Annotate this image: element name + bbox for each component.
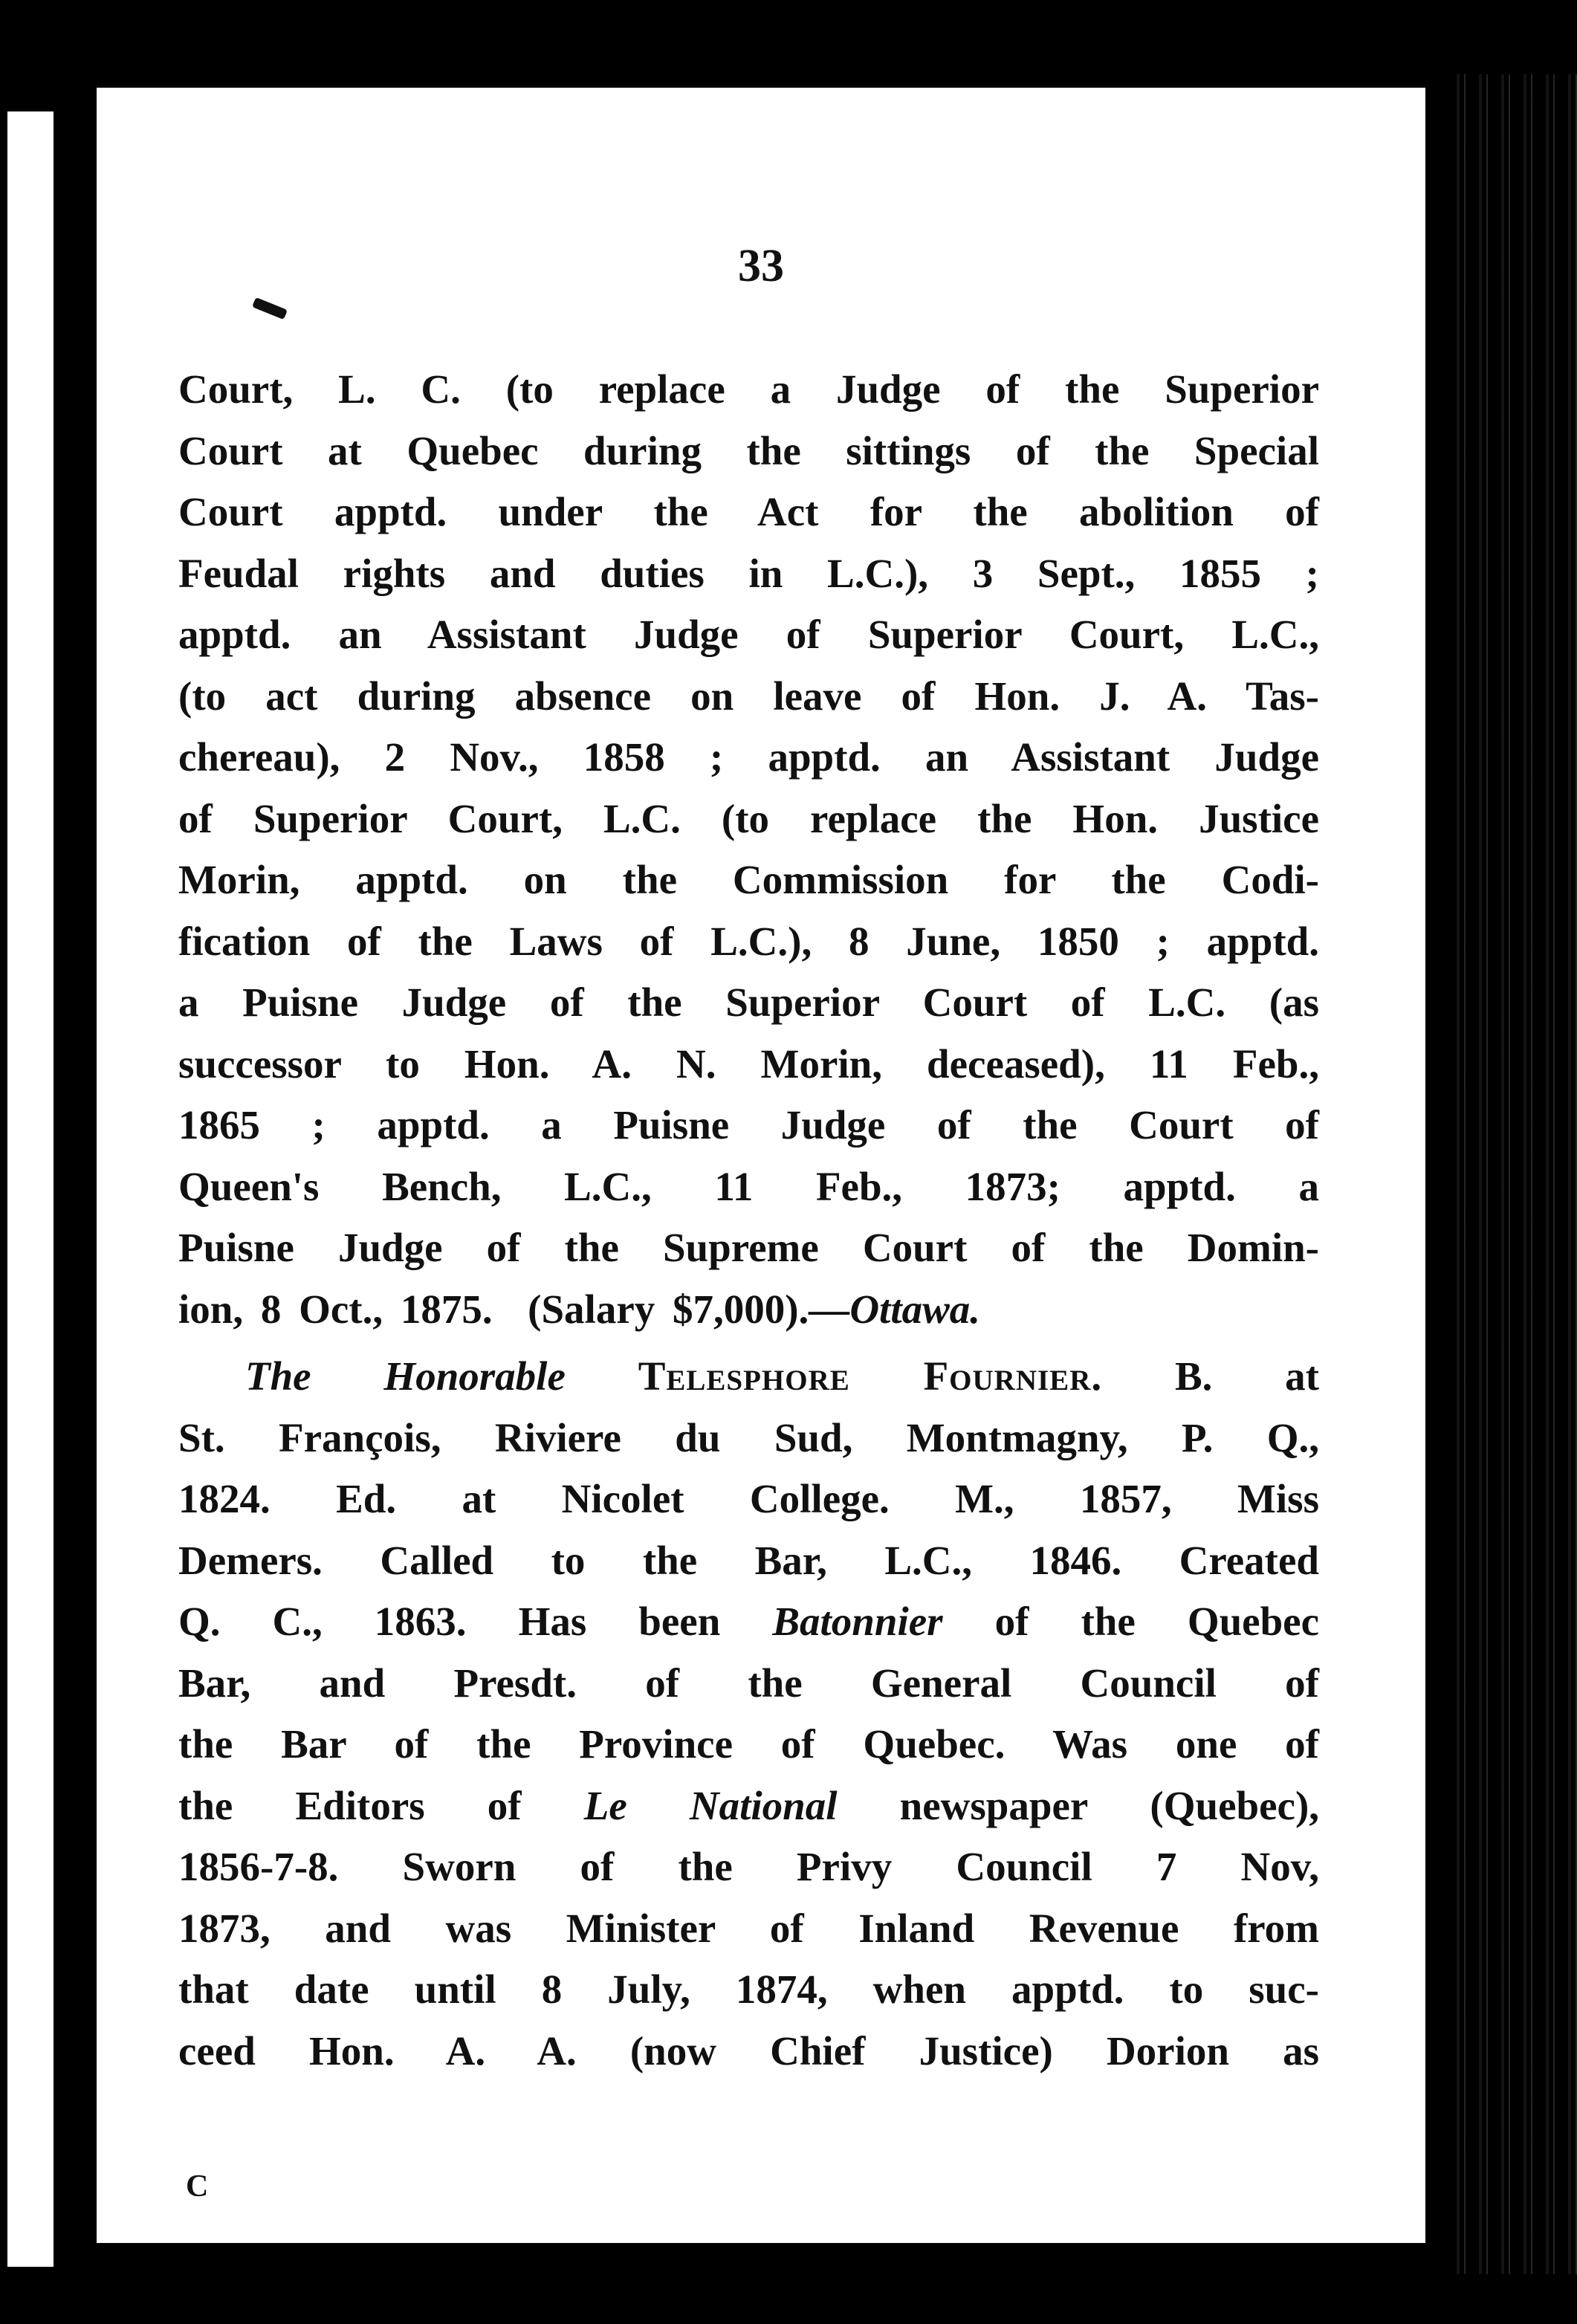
italic-term: Batonnier [772,1599,943,1644]
text-line: Court, L. C. (to replace a Judge of the Superior [178,366,1319,412]
left-page-edge [7,111,54,2267]
text-line: 1865 ; apptd. a Puisne Judge of the Court of [178,1102,1319,1148]
text-line: Feudal rights and duties in L.C.), 3 Sept., 1855 ; [178,550,1319,596]
text-line: 1856-7-8. Sworn of the Privy Council 7 Nov, [178,1844,1319,1889]
text-span: newspaper (Quebec), [899,1782,1320,1828]
text-line: that date until 8 July, 1874, when apptd. to suc- [178,1967,1319,2012]
text-span: B. at [1174,1353,1319,1399]
salary-text: (Salary $7,000). [528,1286,809,1332]
text-line: apptd. an Assistant Judge of Superior Court, L.C., [178,612,1319,657]
entry-heading-line [178,1346,1319,1408]
text-line [178,1776,1319,1837]
text-line: of Superior Court, L.C. (to replace the Hon. Justice [178,795,1319,841]
text-line: Bar, and Presdt. of the General Council of [178,1660,1319,1706]
city-text: —Ottawa. [809,1286,981,1332]
text-line: 1824. Ed. at Nicolet College. M., 1857, Miss [178,1476,1319,1521]
text-span: the Editors of [178,1782,522,1828]
text-line: the Bar of the Province of Quebec. Was one of [178,1721,1319,1767]
text-line [178,1591,1319,1653]
text-line: Puisne Judge of the Supreme Court of the Domin- [178,1225,1319,1270]
book-page [97,88,1425,2243]
text-line: Court at Quebec during the sittings of the Special [178,427,1319,473]
text-line: Court apptd. under the Act for the abolition of [178,489,1319,534]
text-line: Morin, apptd. on the Commission for the Codi- [178,857,1319,902]
text-line: chereau), 2 Nov., 1858 ; apptd. an Assistant Judge [178,734,1319,780]
newspaper-title: Le National [583,1782,838,1828]
text-span: ion, 8 Oct., 1875. [178,1286,493,1332]
text-line: Demers. Called to the Bar, L.C., 1846. Created [178,1537,1319,1583]
honorific: The Honorable [245,1353,566,1399]
text-line: a Puisne Judge of the Superior Court of L.C. (as [178,980,1319,1025]
text-line: successor to Hon. A. N. Morin, deceased), 11 Feb., [178,1040,1319,1087]
text-line: 1873, and was Minister of Inland Revenue from [178,1905,1319,1951]
text-line-end [178,1279,1319,1341]
text-span: Q. C., 1863. Has been [178,1599,721,1644]
paragraph-gap [178,1340,1319,1346]
right-page-edge [1451,74,1577,2274]
text-line: Queen's Bench, L.C., 11 Feb., 1873; apptd. a [178,1163,1319,1209]
page-number: 33 [738,241,784,291]
text-line: fication of the Laws of L.C.), 8 June, 1850 ; apptd. [178,918,1319,964]
text-line: ceed Hon. A. A. (now Chief Justice) Dorion as [178,2027,1319,2074]
text-span: of the Quebec [994,1599,1320,1644]
text-line: St. François, Riviere du Sud, Montmagny, P. Q., [178,1414,1319,1460]
ink-mark [252,297,288,320]
text-line: (to act during absence on leave of Hon. J. A. Tas- [178,673,1319,719]
signature-mark: C [186,2169,209,2204]
person-name: Telesphore Fournier. [638,1353,1103,1399]
page-text [178,359,1319,2082]
